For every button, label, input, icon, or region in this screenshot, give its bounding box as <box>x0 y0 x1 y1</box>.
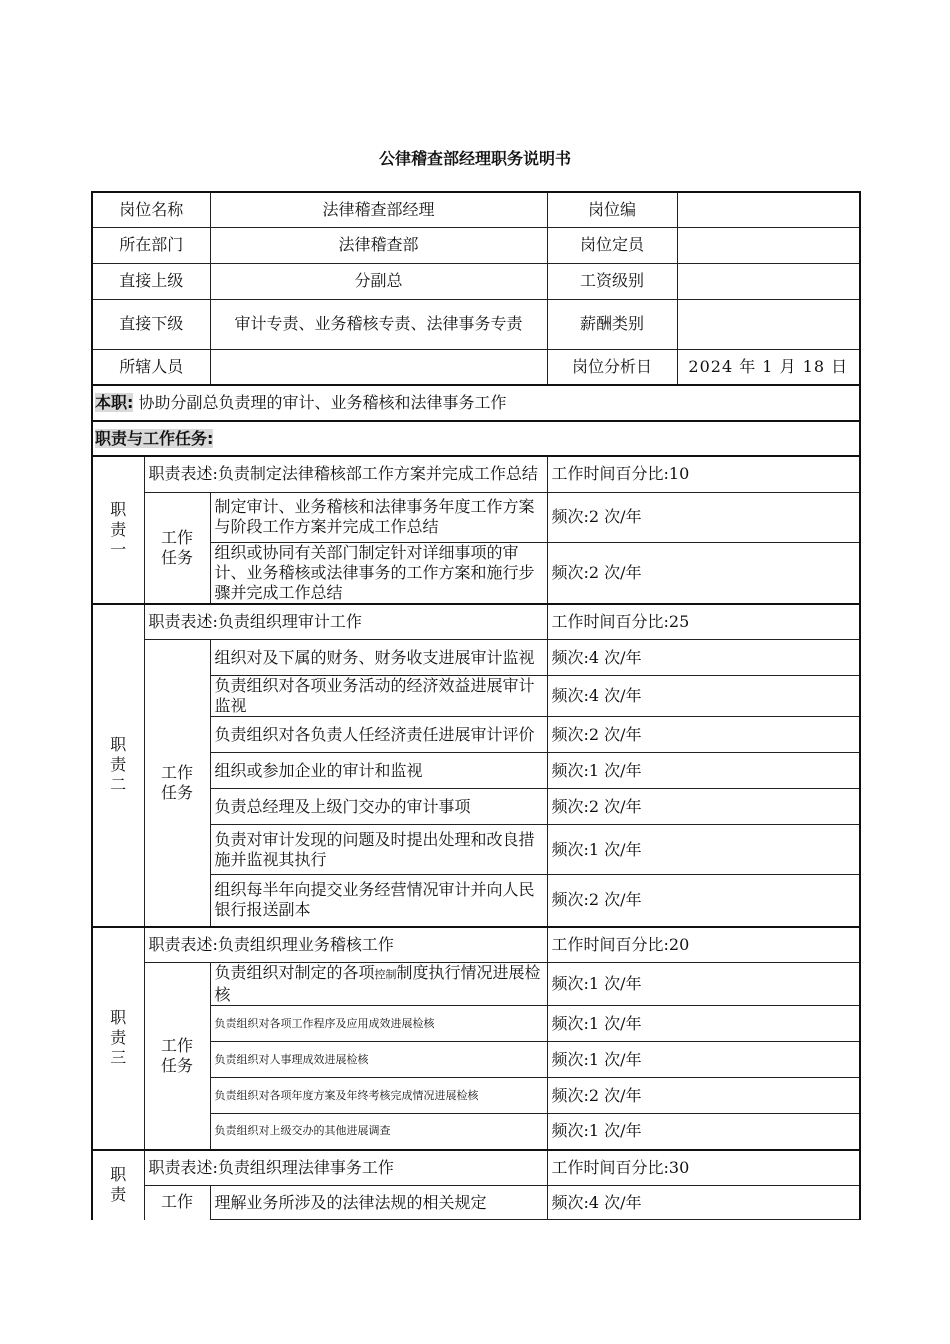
duty-1-label: 职 责 一 <box>92 456 144 604</box>
analysis-date-value: 2024 年 1 月 18 日 <box>677 349 860 385</box>
duty-3-label: 职 责 三 <box>92 927 144 1150</box>
duty-4-statement: 职责表述:负责组织理法律事务工作 <box>144 1150 547 1186</box>
duty-3-task-1-freq: 频次:1 次/年 <box>547 963 860 1006</box>
job-description-table <box>91 191 861 1220</box>
duty-4-task-1-freq: 频次:4 次/年 <box>547 1186 860 1220</box>
duty-3-task-1 <box>210 963 547 1006</box>
duty-1-task-2: 组织或协同有关部门制定针对详细事项的审计、业务稽核或法律事务的工作方案和施行步骤并完成工作总结 <box>210 542 547 604</box>
analysis-date-label: 岗位分析日 <box>547 349 677 385</box>
position-code-label: 岗位编 <box>547 192 677 227</box>
duty-3-task-5: 负责组织对上级交办的其他进展调查 <box>210 1114 547 1150</box>
position-name-value: 法律稽查部经理 <box>210 192 547 227</box>
duty-4-task-label: 工作 <box>144 1186 210 1220</box>
department-value: 法律稽查部 <box>210 227 547 263</box>
document-title: 公律稽查部经理职务说明书 <box>378 149 571 168</box>
role-text: 协助分副总负责理的审计、业务稽核和法律事务工作 <box>138 393 507 412</box>
duty-2-task-label: 工作 任务 <box>144 640 210 927</box>
duty-1-task-2-freq: 频次:2 次/年 <box>547 542 860 604</box>
duties-heading: 职责与工作任务: <box>95 428 214 448</box>
headcount-label: 岗位定员 <box>547 227 677 263</box>
duty-2-task-4-freq: 频次:1 次/年 <box>547 753 860 789</box>
duty-4-percent: 工作时间百分比:30 <box>547 1150 860 1186</box>
staff-value <box>210 349 547 385</box>
duty-2-task-6-freq: 频次:1 次/年 <box>547 825 860 875</box>
duty-3-task-1-text-c: 制度执行情况进展检核 <box>214 963 541 1004</box>
duty-2-task-5-freq: 频次:2 次/年 <box>547 789 860 825</box>
duty-2-task-5: 负责总经理及上级门交办的审计事项 <box>210 789 547 825</box>
role-row <box>92 385 860 421</box>
duty-2-task-7: 组织每半年向提交业务经营情况审计并向人民银行报送副本 <box>210 875 547 927</box>
duty-1-task-label: 工作 任务 <box>144 492 210 604</box>
duty-3-percent: 工作时间百分比:20 <box>547 927 860 963</box>
superior-value: 分副总 <box>210 263 547 299</box>
department-label: 所在部门 <box>92 227 210 263</box>
role-label: 本职: <box>95 393 134 412</box>
subordinate-label: 直接下级 <box>92 299 210 349</box>
pay-type-value <box>677 299 860 349</box>
duty-2-task-3: 负责组织对各负责人任经济责任进展审计评价 <box>210 717 547 753</box>
duty-2-task-4: 组织或参加企业的审计和监视 <box>210 753 547 789</box>
duty-1-task-1: 制定审计、业务稽核和法律事务年度工作方案与阶段工作方案并完成工作总结 <box>210 492 547 542</box>
duty-1-statement: 职责表述:负责制定法律稽核部工作方案并完成工作总结 <box>144 456 547 492</box>
duty-3-task-4-freq: 频次:2 次/年 <box>547 1078 860 1114</box>
duty-4-label: 职 责 <box>92 1150 144 1220</box>
duty-3-task-2-freq: 频次:1 次/年 <box>547 1006 860 1042</box>
duty-2-task-2-freq: 频次:4 次/年 <box>547 676 860 717</box>
duty-3-task-3-freq: 频次:1 次/年 <box>547 1042 860 1078</box>
duty-3-task-label: 工作 任务 <box>144 963 210 1150</box>
duty-1-task-1-freq: 频次:2 次/年 <box>547 492 860 542</box>
position-name-label: 岗位名称 <box>92 192 210 227</box>
duty-1-percent: 工作时间百分比:10 <box>547 456 860 492</box>
duty-2-task-2: 负责组织对各项业务活动的经济效益进展审计监视 <box>210 676 547 717</box>
duty-3-task-1-text-b: 控制 <box>374 968 397 981</box>
superior-label: 直接上级 <box>92 263 210 299</box>
duty-3-statement: 职责表述:负责组织理业务稽核工作 <box>144 927 547 963</box>
duty-3-task-5-freq: 频次:1 次/年 <box>547 1114 860 1150</box>
duties-heading-row <box>92 421 860 456</box>
duty-3-task-3: 负责组织对人事理成效进展检核 <box>210 1042 547 1078</box>
staff-label: 所辖人员 <box>92 349 210 385</box>
duty-3-task-4: 负责组织对各项年度方案及年终考核完成情况进展检核 <box>210 1078 547 1114</box>
duty-3-task-2: 负责组织对各项工作程序及应用成效进展检核 <box>210 1006 547 1042</box>
pay-type-label: 薪酬类别 <box>547 299 677 349</box>
duty-2-task-3-freq: 频次:2 次/年 <box>547 717 860 753</box>
duty-3-task-1-text-a: 负责组织对制定的各项 <box>214 963 375 982</box>
duty-2-percent: 工作时间百分比:25 <box>547 604 860 640</box>
subordinate-value: 审计专责、业务稽核专责、法律事务专责 <box>210 299 547 349</box>
duty-2-label: 职 责 二 <box>92 604 144 927</box>
position-code-value <box>677 192 860 227</box>
duty-2-statement: 职责表述:负责组织理审计工作 <box>144 604 547 640</box>
salary-grade-label: 工资级别 <box>547 263 677 299</box>
headcount-value <box>677 227 860 263</box>
duty-2-task-6: 负责对审计发现的问题及时提出处理和改良措施并监视其执行 <box>210 825 547 875</box>
duty-4-task-1: 理解业务所涉及的法律法规的相关规定 <box>210 1186 547 1220</box>
duty-2-task-1-freq: 频次:4 次/年 <box>547 640 860 676</box>
duty-2-task-1: 组织对及下属的财务、财务收支进展审计监视 <box>210 640 547 676</box>
salary-grade-value <box>677 263 860 299</box>
duty-2-task-7-freq: 频次:2 次/年 <box>547 875 860 927</box>
